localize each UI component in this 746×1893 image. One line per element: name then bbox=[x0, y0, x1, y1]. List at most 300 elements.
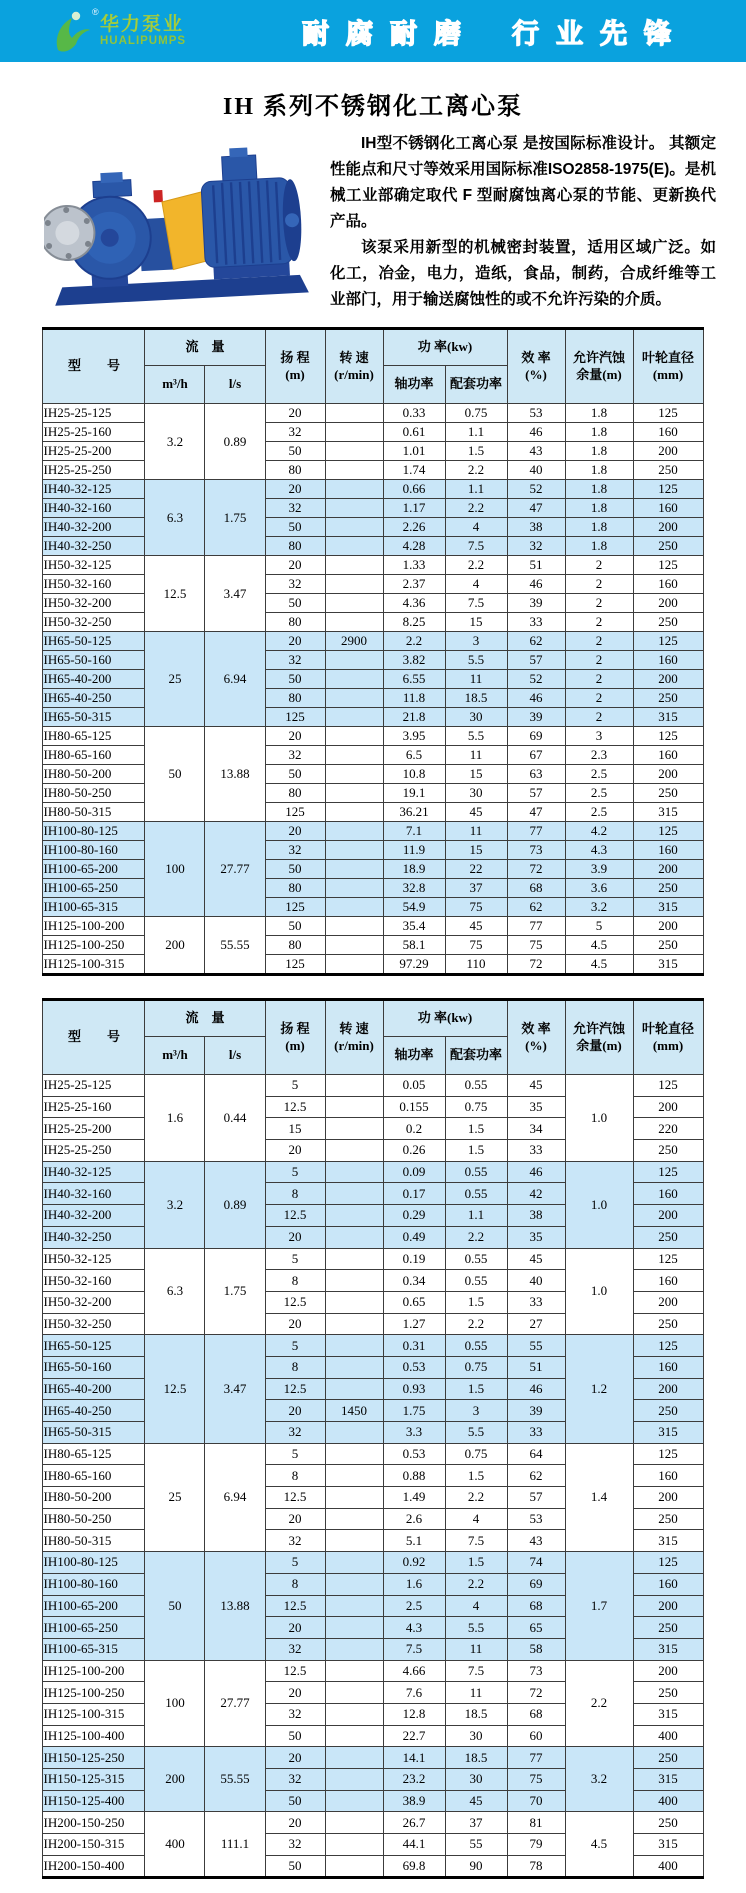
impeller-cell: 160 bbox=[633, 575, 703, 594]
banner-slogan bbox=[302, 12, 746, 51]
shaft-power-cell: 2.2 bbox=[383, 632, 445, 651]
impeller-cell: 125 bbox=[633, 727, 703, 746]
head-cell: 50 bbox=[265, 1790, 325, 1812]
shaft-power-cell: 2.6 bbox=[383, 1508, 445, 1530]
model-cell: IH40-32-250 bbox=[43, 1226, 145, 1248]
npsh-cell: 1.8 bbox=[565, 404, 633, 423]
shaft-power-cell: 1.49 bbox=[383, 1487, 445, 1509]
flow-m3h-cell: 50 bbox=[145, 1552, 205, 1660]
flow-m3h-cell: 100 bbox=[145, 1660, 205, 1747]
head-cell: 20 bbox=[265, 1226, 325, 1248]
head-cell: 50 bbox=[265, 1725, 325, 1747]
efficiency-cell: 46 bbox=[507, 423, 565, 442]
speed-cell bbox=[325, 423, 383, 442]
impeller-cell: 250 bbox=[633, 1682, 703, 1704]
matched-power-cell: 4 bbox=[445, 518, 507, 537]
impeller-cell: 250 bbox=[633, 613, 703, 632]
impeller-cell: 200 bbox=[633, 670, 703, 689]
npsh-cell: 1.0 bbox=[565, 1075, 633, 1162]
impeller-cell: 125 bbox=[633, 480, 703, 499]
speed-cell bbox=[325, 1291, 383, 1313]
speed-cell bbox=[325, 746, 383, 765]
npsh-cell: 2.2 bbox=[565, 1660, 633, 1747]
table-row bbox=[43, 1660, 703, 1682]
matched-power-cell: 2.2 bbox=[445, 556, 507, 575]
matched-power-cell: 7.5 bbox=[445, 594, 507, 613]
matched-power-cell: 18.5 bbox=[445, 1703, 507, 1725]
shaft-power-cell: 0.92 bbox=[383, 1552, 445, 1574]
impeller-cell: 250 bbox=[633, 784, 703, 803]
head-cell: 5 bbox=[265, 1248, 325, 1270]
impeller-cell: 250 bbox=[633, 1140, 703, 1162]
table-row bbox=[43, 860, 703, 879]
model-cell: IH80-50-315 bbox=[43, 803, 145, 822]
head-cell: 20 bbox=[265, 404, 325, 423]
matched-power-cell: 37 bbox=[445, 879, 507, 898]
speed-cell bbox=[325, 518, 383, 537]
impeller-cell: 250 bbox=[633, 879, 703, 898]
model-cell: IH25-25-160 bbox=[43, 1096, 145, 1118]
flow-m3h-cell: 3.2 bbox=[145, 1161, 205, 1248]
model-cell: IH65-40-200 bbox=[43, 670, 145, 689]
table-row bbox=[43, 1075, 703, 1097]
matched-power-cell: 11 bbox=[445, 822, 507, 841]
model-cell: IH65-40-250 bbox=[43, 1400, 145, 1422]
col-header-power: 功 率(kw) bbox=[383, 1000, 507, 1037]
model-cell: IH40-32-200 bbox=[43, 1205, 145, 1227]
head-cell: 8 bbox=[265, 1183, 325, 1205]
flow-m3h-cell: 6.3 bbox=[145, 1248, 205, 1335]
model-cell: IH50-32-250 bbox=[43, 613, 145, 632]
npsh-cell: 4.5 bbox=[565, 1812, 633, 1878]
table-row bbox=[43, 1747, 703, 1769]
shaft-power-cell: 14.1 bbox=[383, 1747, 445, 1769]
model-cell: IH25-25-200 bbox=[43, 1118, 145, 1140]
efficiency-cell: 46 bbox=[507, 1378, 565, 1400]
matched-power-cell: 1.5 bbox=[445, 442, 507, 461]
efficiency-cell: 39 bbox=[507, 594, 565, 613]
impeller-cell: 160 bbox=[633, 1270, 703, 1292]
head-cell: 32 bbox=[265, 1834, 325, 1856]
efficiency-cell: 57 bbox=[507, 1487, 565, 1509]
shaft-power-cell: 0.17 bbox=[383, 1183, 445, 1205]
matched-power-cell: 7.5 bbox=[445, 1530, 507, 1552]
table-row bbox=[43, 404, 703, 423]
efficiency-cell: 46 bbox=[507, 1161, 565, 1183]
shaft-power-cell: 1.33 bbox=[383, 556, 445, 575]
shaft-power-cell: 7.6 bbox=[383, 1682, 445, 1704]
head-cell: 8 bbox=[265, 1573, 325, 1595]
model-cell: IH150-125-400 bbox=[43, 1790, 145, 1812]
impeller-cell: 250 bbox=[633, 1313, 703, 1335]
efficiency-cell: 43 bbox=[507, 442, 565, 461]
model-cell: IH200-150-400 bbox=[43, 1855, 145, 1878]
speed-cell bbox=[325, 860, 383, 879]
efficiency-cell: 38 bbox=[507, 518, 565, 537]
npsh-cell: 2.5 bbox=[565, 765, 633, 784]
flow-ls-cell: 27.77 bbox=[205, 822, 265, 917]
model-cell: IH40-32-125 bbox=[43, 480, 145, 499]
shaft-power-cell: 4.28 bbox=[383, 537, 445, 556]
flow-ls-cell: 3.47 bbox=[205, 1335, 265, 1443]
table-row bbox=[43, 518, 703, 537]
shaft-power-cell: 3.95 bbox=[383, 727, 445, 746]
head-cell: 20 bbox=[265, 1747, 325, 1769]
shaft-power-cell: 0.65 bbox=[383, 1291, 445, 1313]
npsh-cell: 2 bbox=[565, 613, 633, 632]
npsh-cell: 2 bbox=[565, 689, 633, 708]
efficiency-cell: 79 bbox=[507, 1834, 565, 1856]
efficiency-cell: 69 bbox=[507, 727, 565, 746]
head-cell: 20 bbox=[265, 1508, 325, 1530]
npsh-cell: 2 bbox=[565, 651, 633, 670]
model-cell: IH125-100-315 bbox=[43, 1703, 145, 1725]
flow-m3h-cell: 12.5 bbox=[145, 1335, 205, 1443]
col-header-matched-power: 配套功率 bbox=[445, 366, 507, 404]
shaft-power-cell: 0.88 bbox=[383, 1465, 445, 1487]
impeller-cell: 125 bbox=[633, 1161, 703, 1183]
npsh-cell: 1.0 bbox=[565, 1248, 633, 1335]
col-header-shaft-power: 轴功率 bbox=[383, 366, 445, 404]
table-row bbox=[43, 1812, 703, 1834]
npsh-cell: 4.5 bbox=[565, 955, 633, 975]
logo-swoosh-icon bbox=[52, 8, 94, 54]
impeller-cell: 200 bbox=[633, 1378, 703, 1400]
flow-ls-cell: 0.89 bbox=[205, 1161, 265, 1248]
shaft-power-cell: 69.8 bbox=[383, 1855, 445, 1878]
matched-power-cell: 0.55 bbox=[445, 1248, 507, 1270]
head-cell: 12.5 bbox=[265, 1595, 325, 1617]
table-row bbox=[43, 1161, 703, 1183]
head-cell: 32 bbox=[265, 1422, 325, 1444]
efficiency-cell: 45 bbox=[507, 1075, 565, 1097]
speed-cell bbox=[325, 1747, 383, 1769]
head-cell: 5 bbox=[265, 1161, 325, 1183]
col-header-npsh: 允许汽蚀 余量(m) bbox=[565, 329, 633, 404]
speed-cell bbox=[325, 1183, 383, 1205]
model-cell: IH100-65-200 bbox=[43, 1595, 145, 1617]
speed-cell bbox=[325, 556, 383, 575]
shaft-power-cell: 0.2 bbox=[383, 1118, 445, 1140]
impeller-cell: 400 bbox=[633, 1790, 703, 1812]
matched-power-cell: 2.2 bbox=[445, 499, 507, 518]
model-cell: IH25-25-250 bbox=[43, 461, 145, 480]
matched-power-cell: 1.5 bbox=[445, 1140, 507, 1162]
impeller-cell: 250 bbox=[633, 537, 703, 556]
shaft-power-cell: 0.09 bbox=[383, 1161, 445, 1183]
matched-power-cell: 45 bbox=[445, 1790, 507, 1812]
shaft-power-cell: 11.9 bbox=[383, 841, 445, 860]
flow-m3h-cell: 100 bbox=[145, 822, 205, 917]
matched-power-cell: 75 bbox=[445, 936, 507, 955]
table-row bbox=[43, 689, 703, 708]
head-cell: 125 bbox=[265, 803, 325, 822]
npsh-cell: 3.9 bbox=[565, 860, 633, 879]
impeller-cell: 250 bbox=[633, 461, 703, 480]
matched-power-cell: 2.2 bbox=[445, 1487, 507, 1509]
model-cell: IH100-80-160 bbox=[43, 1573, 145, 1595]
shaft-power-cell: 0.31 bbox=[383, 1335, 445, 1357]
impeller-cell: 125 bbox=[633, 404, 703, 423]
flow-ls-cell: 6.94 bbox=[205, 1443, 265, 1551]
flow-ls-cell: 13.88 bbox=[205, 1552, 265, 1660]
efficiency-cell: 40 bbox=[507, 461, 565, 480]
col-header-head: 扬 程 (m) bbox=[265, 1000, 325, 1075]
speed-cell: 1450 bbox=[325, 1400, 383, 1422]
head-cell: 32 bbox=[265, 1530, 325, 1552]
efficiency-cell: 47 bbox=[507, 803, 565, 822]
model-cell: IH125-100-200 bbox=[43, 917, 145, 936]
head-cell: 80 bbox=[265, 936, 325, 955]
matched-power-cell: 0.55 bbox=[445, 1075, 507, 1097]
flow-ls-cell: 0.44 bbox=[205, 1075, 265, 1162]
npsh-cell: 1.8 bbox=[565, 480, 633, 499]
table-row bbox=[43, 822, 703, 841]
impeller-cell: 250 bbox=[633, 1400, 703, 1422]
impeller-cell: 125 bbox=[633, 1075, 703, 1097]
efficiency-cell: 52 bbox=[507, 670, 565, 689]
impeller-cell: 125 bbox=[633, 556, 703, 575]
flow-m3h-cell: 6.3 bbox=[145, 480, 205, 556]
flow-m3h-cell: 400 bbox=[145, 1812, 205, 1878]
col-header-flow-ls: l/s bbox=[205, 1037, 265, 1075]
matched-power-cell: 1.5 bbox=[445, 1291, 507, 1313]
shaft-power-cell: 0.49 bbox=[383, 1226, 445, 1248]
head-cell: 8 bbox=[265, 1356, 325, 1378]
head-cell: 80 bbox=[265, 537, 325, 556]
head-cell: 32 bbox=[265, 1769, 325, 1791]
speed-cell bbox=[325, 1703, 383, 1725]
matched-power-cell: 3 bbox=[445, 632, 507, 651]
model-cell: IH80-65-160 bbox=[43, 1465, 145, 1487]
model-cell: IH40-32-160 bbox=[43, 1183, 145, 1205]
flow-ls-cell: 55.55 bbox=[205, 917, 265, 975]
speed-cell bbox=[325, 765, 383, 784]
speed-cell bbox=[325, 1682, 383, 1704]
col-header-flow: 流 量 bbox=[145, 1000, 265, 1037]
slogan-part-2: 行业先锋 bbox=[512, 18, 688, 49]
flow-m3h-cell: 3.2 bbox=[145, 404, 205, 480]
table-header-row bbox=[43, 329, 703, 404]
efficiency-cell: 72 bbox=[507, 1682, 565, 1704]
shaft-power-cell: 0.61 bbox=[383, 423, 445, 442]
table-row bbox=[43, 879, 703, 898]
slogan-part-1: 耐腐耐磨 bbox=[302, 18, 478, 49]
shaft-power-cell: 7.1 bbox=[383, 822, 445, 841]
head-cell: 32 bbox=[265, 499, 325, 518]
impeller-cell: 315 bbox=[633, 955, 703, 975]
shaft-power-cell: 1.27 bbox=[383, 1313, 445, 1335]
matched-power-cell: 15 bbox=[445, 841, 507, 860]
impeller-cell: 160 bbox=[633, 423, 703, 442]
table-row bbox=[43, 556, 703, 575]
npsh-cell: 1.8 bbox=[565, 537, 633, 556]
impeller-cell: 315 bbox=[633, 898, 703, 917]
intro-section bbox=[0, 121, 746, 315]
head-cell: 20 bbox=[265, 1140, 325, 1162]
npsh-cell: 3.2 bbox=[565, 1747, 633, 1812]
npsh-cell: 1.4 bbox=[565, 1443, 633, 1551]
brand-name-en: HUALIPUMPS bbox=[100, 34, 187, 47]
impeller-cell: 200 bbox=[633, 860, 703, 879]
flow-m3h-cell: 1.6 bbox=[145, 1075, 205, 1162]
npsh-cell: 1.8 bbox=[565, 442, 633, 461]
table-row bbox=[43, 708, 703, 727]
head-cell: 5 bbox=[265, 1075, 325, 1097]
flow-m3h-cell: 12.5 bbox=[145, 556, 205, 632]
col-header-flow: 流 量 bbox=[145, 329, 265, 366]
col-header-efficiency: 效 率 (%) bbox=[507, 1000, 565, 1075]
shaft-power-cell: 8.25 bbox=[383, 613, 445, 632]
model-cell: IH125-100-200 bbox=[43, 1660, 145, 1682]
impeller-cell: 200 bbox=[633, 1291, 703, 1313]
efficiency-cell: 33 bbox=[507, 1140, 565, 1162]
model-cell: IH80-50-200 bbox=[43, 765, 145, 784]
efficiency-cell: 62 bbox=[507, 898, 565, 917]
table-row bbox=[43, 442, 703, 461]
efficiency-cell: 81 bbox=[507, 1812, 565, 1834]
matched-power-cell: 2.2 bbox=[445, 1313, 507, 1335]
npsh-cell: 1.8 bbox=[565, 423, 633, 442]
shaft-power-cell: 0.155 bbox=[383, 1096, 445, 1118]
matched-power-cell: 18.5 bbox=[445, 689, 507, 708]
intro-paragraph-2: 该泵采用新型的机械密封装置，适用区域广泛。如化工，冶金，电力，造纸，食品，制药，合成纤维等工业部门，用于输送腐蚀性的或不允许污染的介质。 bbox=[330, 239, 716, 308]
speed-cell bbox=[325, 442, 383, 461]
table-row bbox=[43, 594, 703, 613]
matched-power-cell: 1.5 bbox=[445, 1118, 507, 1140]
head-cell: 80 bbox=[265, 461, 325, 480]
matched-power-cell: 1.1 bbox=[445, 480, 507, 499]
efficiency-cell: 27 bbox=[507, 1313, 565, 1335]
npsh-cell: 1.8 bbox=[565, 499, 633, 518]
speed-cell bbox=[325, 898, 383, 917]
matched-power-cell: 1.5 bbox=[445, 1465, 507, 1487]
flow-m3h-cell: 25 bbox=[145, 632, 205, 727]
efficiency-cell: 73 bbox=[507, 1660, 565, 1682]
model-cell: IH80-65-125 bbox=[43, 1443, 145, 1465]
model-cell: IH200-150-250 bbox=[43, 1812, 145, 1834]
model-cell: IH25-25-125 bbox=[43, 404, 145, 423]
npsh-cell: 2 bbox=[565, 632, 633, 651]
shaft-power-cell: 1.74 bbox=[383, 461, 445, 480]
head-cell: 12.5 bbox=[265, 1291, 325, 1313]
speed-cell bbox=[325, 1465, 383, 1487]
model-cell: IH65-50-125 bbox=[43, 1335, 145, 1357]
speed-cell bbox=[325, 480, 383, 499]
shaft-power-cell: 2.26 bbox=[383, 518, 445, 537]
speed-cell bbox=[325, 613, 383, 632]
head-cell: 5 bbox=[265, 1335, 325, 1357]
speed-cell bbox=[325, 537, 383, 556]
page-title: IH 系列不锈钢化工离心泵 bbox=[222, 94, 523, 120]
impeller-cell: 160 bbox=[633, 841, 703, 860]
npsh-cell: 3 bbox=[565, 727, 633, 746]
head-cell: 32 bbox=[265, 651, 325, 670]
shaft-power-cell: 0.53 bbox=[383, 1356, 445, 1378]
head-cell: 20 bbox=[265, 822, 325, 841]
efficiency-cell: 62 bbox=[507, 1465, 565, 1487]
company-logo bbox=[52, 8, 186, 54]
impeller-cell: 200 bbox=[633, 594, 703, 613]
speed-cell bbox=[325, 1118, 383, 1140]
shaft-power-cell: 2.5 bbox=[383, 1595, 445, 1617]
efficiency-cell: 42 bbox=[507, 1183, 565, 1205]
speed-cell bbox=[325, 1638, 383, 1660]
speed-cell bbox=[325, 1660, 383, 1682]
model-cell: IH100-80-125 bbox=[43, 822, 145, 841]
model-cell: IH25-25-250 bbox=[43, 1140, 145, 1162]
matched-power-cell: 7.5 bbox=[445, 1660, 507, 1682]
npsh-cell: 1.0 bbox=[565, 1161, 633, 1248]
spec-table-2900rpm bbox=[42, 327, 703, 976]
shaft-power-cell: 0.66 bbox=[383, 480, 445, 499]
model-cell: IH80-50-250 bbox=[43, 1508, 145, 1530]
model-cell: IH125-100-400 bbox=[43, 1725, 145, 1747]
speed-cell bbox=[325, 955, 383, 975]
matched-power-cell: 11 bbox=[445, 1638, 507, 1660]
shaft-power-cell: 1.01 bbox=[383, 442, 445, 461]
table-row bbox=[43, 537, 703, 556]
shaft-power-cell: 5.1 bbox=[383, 1530, 445, 1552]
impeller-cell: 160 bbox=[633, 1465, 703, 1487]
speed-cell bbox=[325, 879, 383, 898]
model-cell: IH80-50-250 bbox=[43, 784, 145, 803]
model-cell: IH40-32-125 bbox=[43, 1161, 145, 1183]
speed-cell bbox=[325, 1226, 383, 1248]
head-cell: 8 bbox=[265, 1465, 325, 1487]
shaft-power-cell: 0.93 bbox=[383, 1378, 445, 1400]
efficiency-cell: 77 bbox=[507, 822, 565, 841]
efficiency-cell: 53 bbox=[507, 404, 565, 423]
speed-cell bbox=[325, 1161, 383, 1183]
shaft-power-cell: 4.36 bbox=[383, 594, 445, 613]
npsh-cell: 2 bbox=[565, 708, 633, 727]
efficiency-cell: 78 bbox=[507, 1855, 565, 1878]
pump-photo bbox=[44, 131, 320, 313]
shaft-power-cell: 22.7 bbox=[383, 1725, 445, 1747]
col-header-impeller: 叶轮直径 (mm) bbox=[633, 329, 703, 404]
matched-power-cell: 75 bbox=[445, 898, 507, 917]
col-header-npsh: 允许汽蚀 余量(m) bbox=[565, 1000, 633, 1075]
impeller-cell: 250 bbox=[633, 689, 703, 708]
shaft-power-cell: 1.17 bbox=[383, 499, 445, 518]
impeller-cell: 220 bbox=[633, 1118, 703, 1140]
efficiency-cell: 39 bbox=[507, 708, 565, 727]
efficiency-cell: 46 bbox=[507, 689, 565, 708]
matched-power-cell: 0.55 bbox=[445, 1270, 507, 1292]
head-cell: 50 bbox=[265, 1855, 325, 1878]
model-cell: IH100-65-250 bbox=[43, 879, 145, 898]
head-cell: 5 bbox=[265, 1443, 325, 1465]
speed-cell bbox=[325, 575, 383, 594]
efficiency-cell: 68 bbox=[507, 879, 565, 898]
efficiency-cell: 52 bbox=[507, 480, 565, 499]
matched-power-cell: 1.1 bbox=[445, 423, 507, 442]
flow-ls-cell: 13.88 bbox=[205, 727, 265, 822]
head-cell: 20 bbox=[265, 556, 325, 575]
matched-power-cell: 15 bbox=[445, 765, 507, 784]
efficiency-cell: 57 bbox=[507, 651, 565, 670]
table-row bbox=[43, 841, 703, 860]
shaft-power-cell: 6.5 bbox=[383, 746, 445, 765]
matched-power-cell: 11 bbox=[445, 1682, 507, 1704]
npsh-cell: 1.8 bbox=[565, 461, 633, 480]
model-cell: IH50-32-125 bbox=[43, 1248, 145, 1270]
impeller-cell: 400 bbox=[633, 1855, 703, 1878]
matched-power-cell: 2.2 bbox=[445, 461, 507, 480]
efficiency-cell: 33 bbox=[507, 1422, 565, 1444]
impeller-cell: 315 bbox=[633, 1638, 703, 1660]
